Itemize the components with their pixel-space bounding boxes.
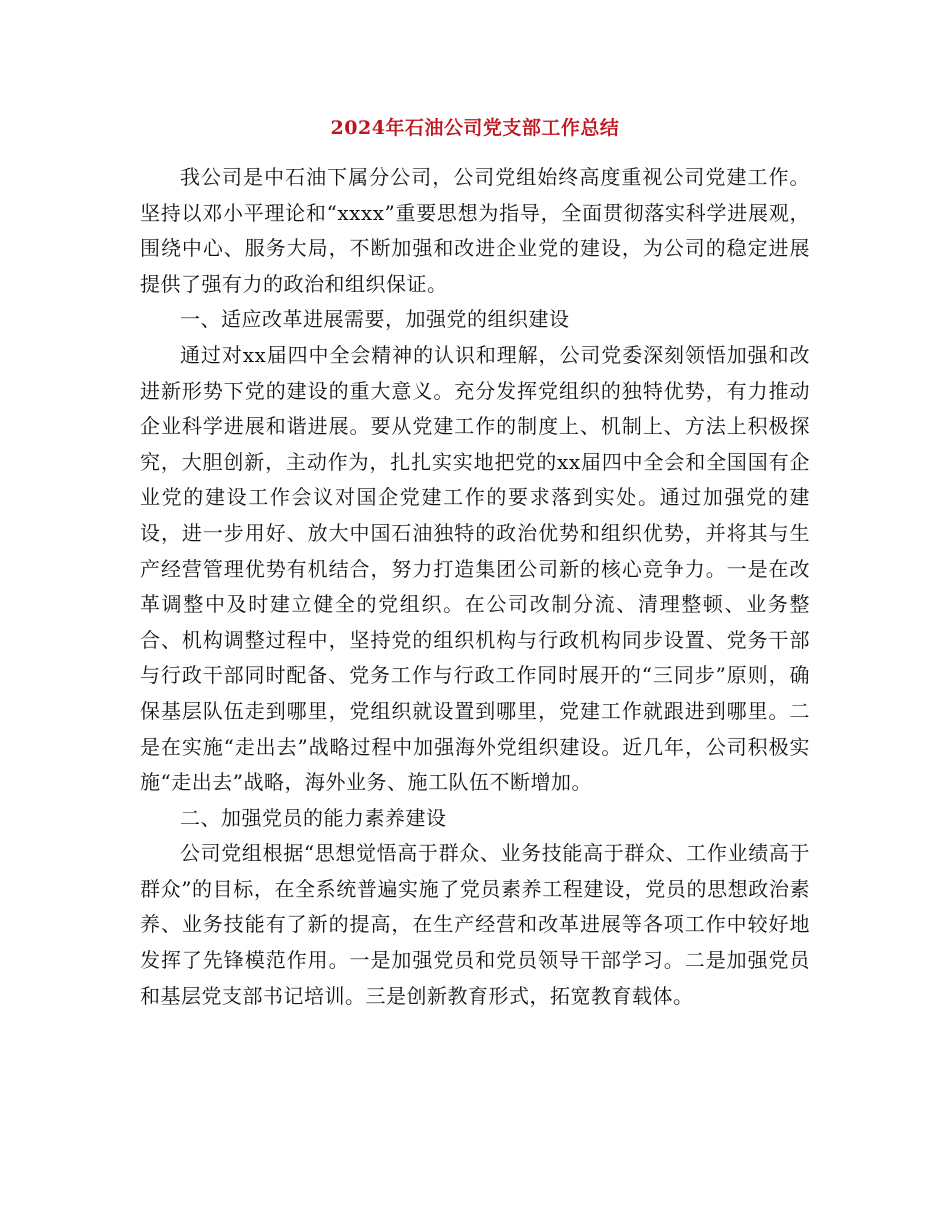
document-title: 2024年石油公司党支部工作总结 (330, 117, 620, 139)
intro-paragraph: 我公司是中石油下属分公司，公司党组始终高度重视公司党建工作。坚持以邓小平理论和“xxxx”重要思想为指导，全面贯彻落实科学进展观，围绕中心、服务大局，不断加强和改进企业党的建设，为公司的稳定进展提供了强有力的政治和组织保证。 (140, 165, 810, 296)
section-heading-2: 二、加强党员的能力素养建设 (180, 805, 447, 830)
section-2-paragraph: 公司党组根据“思想觉悟高于群众、业务技能高于群众、工作业绩高于群众”的目标，在全系统普遍实施了党员素养工程建设，党员的思想政治素养、业务技能有了新的提高，在生产经营和改革进展等各项工作中较好地发挥了先锋模范作用。一是加强党员和党员领导干部学习。二是加强党员和基层党支部书记培训。三是创新教育形式，拓宽教育载体。 (140, 841, 810, 1008)
section-1-paragraph: 通过对xx届四中全会精神的认识和理解，公司党委深刻领悟加强和改进新形势下党的建设的重大意义。充分发挥党组织的独特优势，有力推动企业科学进展和谐进展。要从党建工作的制度上、机制上、方法上积极探究，大胆创新，主动作为，扎扎实实地把党的xx届四中全会和全国国有企业党的建设工作会议对国企党建工作的要求落到实处。通过加强党的建设，进一步用好、放大中国石油独特的政治优势和组织优势，并将其与生产经营管理优势有机结合，努力打造集团公司新的核心竞争力。一是在改革调整中及时建立健全的党组织。在公司改制分流、清理整顿、业务整合、机构调整过程中，坚持党的组织机构与行政机构同步设置、党务干部与行政干部同时配备、党务工作与行政工作同时展开的“三同步”原则，确保基层队伍走到哪里，党组织就设置到哪里，党建工作就跟进到哪里。二是在实施“走出去”战略过程中加强海外党组织建设。近几年，公司积极实施“走出去”战略，海外业务、施工队伍不断增加。 (140, 342, 810, 795)
section-heading-1: 一、适应改革进展需要，加强党的组织建设 (180, 307, 570, 332)
